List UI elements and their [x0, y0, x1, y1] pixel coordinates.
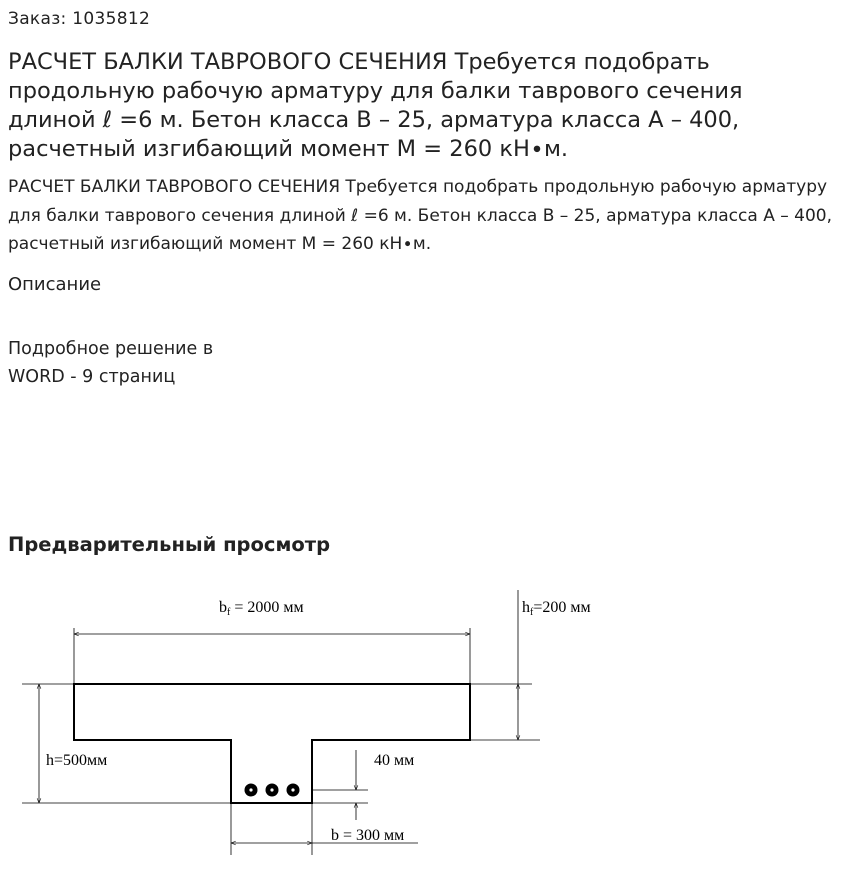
description-line-1: Подробное решение в — [8, 339, 214, 359]
t-beam-section-drawing — [0, 570, 847, 870]
preview-heading: Предварительный просмотр — [8, 533, 331, 556]
description-text — [8, 335, 268, 391]
rebar-group — [245, 784, 300, 797]
a-label: 40 мм — [374, 752, 415, 769]
extension-lines — [22, 628, 540, 855]
task-summary: РАСЧЕТ БАЛКИ ТАВРОВОГО СЕЧЕНИЯ Требуется подобрать продольную рабочую арматуру для балки таврового сечения длиной ℓ =6 м. Бетон класса В – 25, арматура класса А – 400, расчетный изгибающий момент М = 260 кН∙м. — [8, 177, 832, 254]
order-number: Заказ: 1035812 — [8, 9, 151, 29]
b-label: b = 300 мм — [331, 827, 405, 844]
h-label: h=500мм — [46, 752, 108, 769]
page-title: РАСЧЕТ БАЛКИ ТАВРОВОГО СЕЧЕНИЯ Требуется подобрать продольную рабочую арматуру для балки таврового сечения длиной ℓ =6 м. Бетон класса В – 25, арматура класса А – 400, расчетный изгибающий момент М = 260 кН∙м. — [8, 49, 743, 162]
description-line-2: WORD - 9 страниц — [8, 367, 176, 387]
bf-label: bf = 2000 мм — [219, 599, 304, 618]
hf-label: hf=200 мм — [522, 599, 591, 618]
description-label: Описание — [8, 274, 102, 295]
